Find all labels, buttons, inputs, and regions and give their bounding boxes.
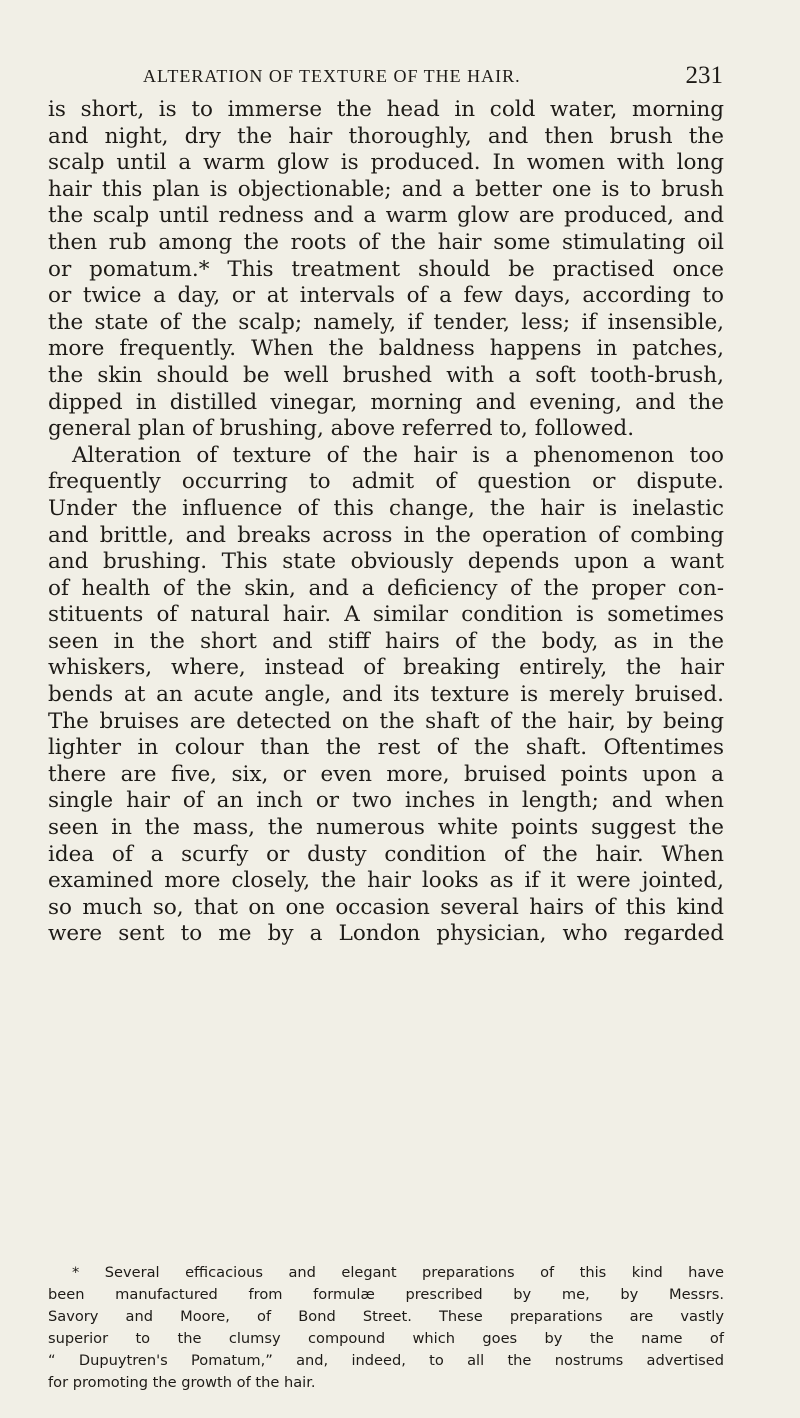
text-line: of health of the skin, and a deficiency of the proper con- — [48, 575, 724, 601]
text-line: hair this plan is objectionable; and a better one is to brush — [48, 176, 724, 202]
footnote-line: * Several efficacious and elegant preparations of this kind have — [72, 1264, 724, 1281]
text-line: examined more closely, the hair looks as if it were jointed, — [48, 868, 724, 894]
text-line: there are five, six, or even more, bruised points upon a — [48, 761, 724, 787]
footnote-line: been manufactured from formulæ prescribed by me, by Messrs. — [48, 1286, 724, 1303]
text-line: whiskers, where, instead of breaking entirely, the hair — [48, 655, 724, 681]
text-line: the scalp until redness and a warm glow are produced, and — [48, 203, 724, 229]
footnote-line: superior to the clumsy compound which goes by the name of — [48, 1330, 724, 1347]
text-line: scalp until a warm glow is produced. In women with long — [48, 150, 724, 176]
running-head — [143, 62, 723, 92]
text-line: single hair of an inch or two inches in length; and when — [48, 788, 724, 814]
footnote-line: “ Dupuytren's Pomatum,” and, indeed, to all the nostrums advertised — [48, 1352, 724, 1369]
footnote — [48, 1262, 724, 1394]
text-line: idea of a scurfy or dusty condition of the hair. When — [48, 841, 724, 867]
text-line: lighter in colour than the rest of the shaft. Oftentimes — [48, 735, 724, 761]
text-line: and brushing. This state obviously depends upon a want — [48, 549, 724, 575]
text-line: The bruises are detected on the shaft of the hair, by being — [48, 708, 724, 734]
text-line: stituents of natural hair. A similar condition is sometimes — [48, 602, 724, 628]
text-line: Under the influence of this change, the hair is inelastic — [48, 495, 724, 521]
text-line: then rub among the roots of the hair some stimulating oil — [48, 229, 724, 255]
text-line: so much so, that on one occasion several hairs of this kind — [48, 894, 724, 920]
paragraph-start-line: Alteration of texture of the hair is a phenomenon too — [72, 442, 724, 468]
text-line: is short, is to immerse the head in cold water, morning — [48, 97, 724, 122]
text-line: and brittle, and breaks across in the operation of combing — [48, 522, 724, 548]
page-number: 231 — [685, 62, 723, 89]
text-line: the skin should be well brushed with a soft tooth-brush, — [48, 362, 724, 388]
text-line: general plan of brushing, above referred to, followed. — [48, 416, 635, 442]
text-line: dipped in distilled vinegar, morning and evening, and the — [48, 389, 724, 415]
footnote-line: for promoting the growth of the hair. — [48, 1374, 316, 1391]
text-line: the state of the scalp; namely, if tender, less; if insensible, — [48, 309, 724, 335]
text-line: bends at an acute angle, and its texture is merely bruised. — [48, 682, 724, 708]
text-line: were sent to me by a London physician, who regarded — [48, 921, 724, 947]
footnote-line: Savory and Moore, of Bond Street. These preparations are vastly — [48, 1308, 724, 1325]
body-text — [48, 97, 724, 948]
text-line: frequently occurring to admit of question or dispute. — [48, 469, 724, 495]
text-line: or pomatum.* This treatment should be practised once — [48, 256, 724, 282]
text-line: more frequently. When the baldness happens in patches, — [48, 336, 724, 362]
text-line: seen in the short and stiff hairs of the body, as in the — [48, 628, 724, 654]
text-line: and night, dry the hair thoroughly, and then brush the — [48, 123, 724, 149]
text-line: or twice a day, or at intervals of a few days, according to — [48, 283, 724, 309]
text-line: seen in the mass, the numerous white points suggest the — [48, 815, 724, 841]
running-title: ALTERATION OF TEXTURE OF THE HAIR. — [143, 66, 521, 86]
